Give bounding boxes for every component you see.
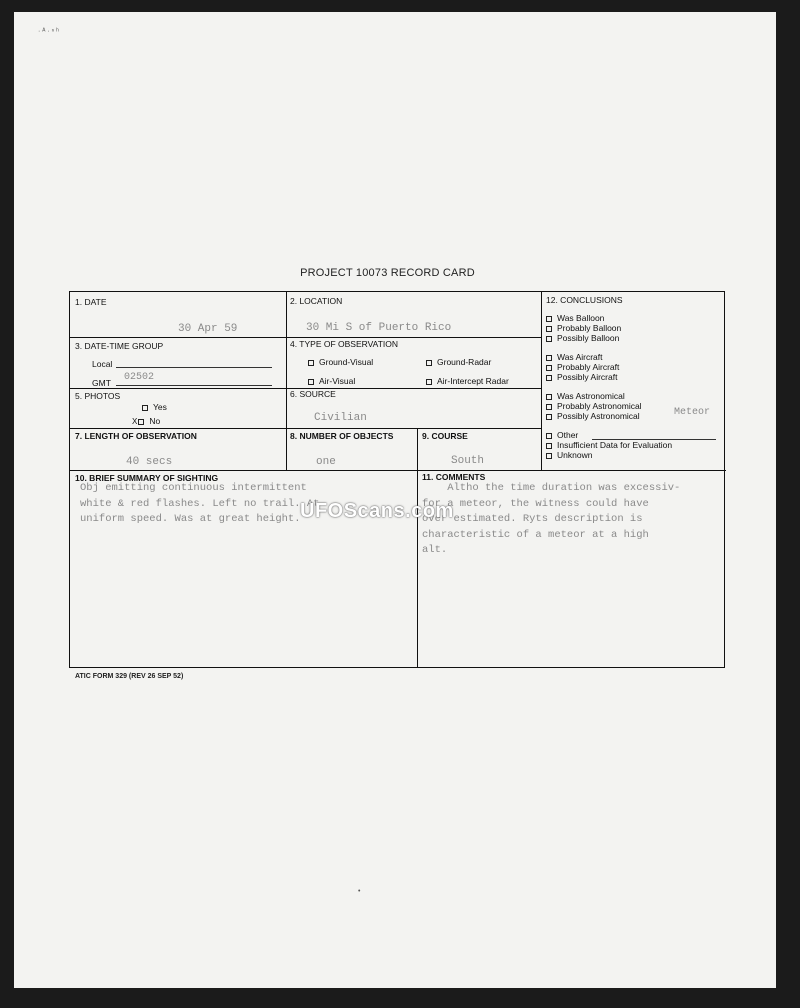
- course-value: South: [451, 455, 485, 467]
- source-label: 6. SOURCE: [290, 389, 336, 399]
- checkbox-icon: [138, 419, 144, 425]
- summary-text: Obj emitting continuous intermittent white & red flashes. Left no trail. At uniform speed. Was at great height.: [80, 482, 320, 525]
- comments-text: Altho the time duration was excessiv- for a meteor, the witness could have over estimated. Ryts description is characteristic of a meteor at a high alt.: [422, 482, 681, 556]
- date-value: 30 Apr 59: [178, 323, 238, 335]
- checkbox-icon: [546, 336, 552, 342]
- photos-no: X No: [132, 416, 161, 426]
- photos-no-mark: X: [132, 417, 138, 426]
- checkbox-icon: [308, 379, 314, 385]
- checkbox-icon: [546, 453, 552, 459]
- conclusions-other-group: Other Insufficient Data for Evaluation Unknown: [546, 430, 672, 460]
- checkbox-icon: [142, 405, 148, 411]
- comments-label: 11. COMMENTS: [422, 472, 486, 482]
- obs-ground-visual: Ground-Visual: [308, 357, 373, 367]
- conclusions-balloon-group: Was Balloon Probably Balloon Possibly Balloon: [546, 313, 621, 343]
- checkbox-icon: [546, 443, 552, 449]
- record-card-form: [69, 291, 725, 668]
- checkbox-icon: [546, 404, 552, 410]
- dtg-local-line: [116, 367, 272, 368]
- checkbox-icon: [546, 326, 552, 332]
- other-line: [592, 439, 716, 440]
- checkbox-icon: [546, 375, 552, 381]
- observation-type-label: 4. TYPE OF OBSERVATION: [290, 339, 399, 349]
- photos-yes: Yes: [142, 402, 167, 412]
- watermark: UFOScans.com: [300, 500, 454, 522]
- summary-label: 10. BRIEF SUMMARY OF SIGHTING: [75, 473, 219, 483]
- astronomical-note: Meteor: [674, 407, 711, 418]
- photos-label: 5. PHOTOS: [75, 391, 121, 401]
- length-label: 7. LENGTH OF OBSERVATION: [75, 431, 197, 441]
- dtg-gmt-label: GMT: [92, 378, 111, 388]
- objects-value: one: [316, 456, 336, 468]
- checkbox-icon: [426, 360, 432, 366]
- dtg-gmt-line: [116, 385, 272, 386]
- checkbox-icon: [546, 355, 552, 361]
- obs-air-intercept-radar: Air-Intercept Radar: [426, 376, 509, 386]
- checkbox-icon: [308, 360, 314, 366]
- date-label: 1. DATE: [75, 297, 107, 307]
- checkbox-icon: [546, 365, 552, 371]
- checkbox-icon: [546, 316, 552, 322]
- checkbox-icon: [546, 394, 552, 400]
- dtg-local-label: Local: [92, 359, 113, 369]
- source-value: Civilian: [314, 412, 367, 424]
- course-label: 9. COURSE: [422, 431, 468, 441]
- conclusions-aircraft-group: Was Aircraft Probably Aircraft Possibly Aircraft: [546, 352, 619, 382]
- conclusions-label: 12. CONCLUSIONS: [546, 295, 623, 305]
- objects-label: 8. NUMBER OF OBJECTS: [290, 431, 394, 441]
- dtg-label: 3. DATE-TIME GROUP: [75, 341, 164, 351]
- location-label: 2. LOCATION: [290, 296, 343, 306]
- dtg-gmt-value: 02502: [124, 372, 155, 383]
- obs-ground-radar: Ground-Radar: [426, 357, 491, 367]
- conclusions-astronomical-group: Was Astronomical Probably Astronomical Possibly Astronomical: [546, 391, 642, 421]
- speck: •: [358, 888, 361, 895]
- checkbox-icon: [426, 379, 432, 385]
- form-title: PROJECT 10073 RECORD CARD: [300, 267, 475, 279]
- obs-air-visual: Air-Visual: [308, 376, 355, 386]
- checkbox-icon: [546, 414, 552, 420]
- header-marks: · ᴬ · ⁿ ʰ: [38, 28, 59, 35]
- length-value: 40 secs: [126, 456, 173, 468]
- checkbox-icon: [546, 433, 552, 439]
- form-footer: ATIC FORM 329 (REV 26 SEP 52): [75, 673, 184, 680]
- location-value: 30 Mi S of Puerto Rico: [306, 322, 452, 334]
